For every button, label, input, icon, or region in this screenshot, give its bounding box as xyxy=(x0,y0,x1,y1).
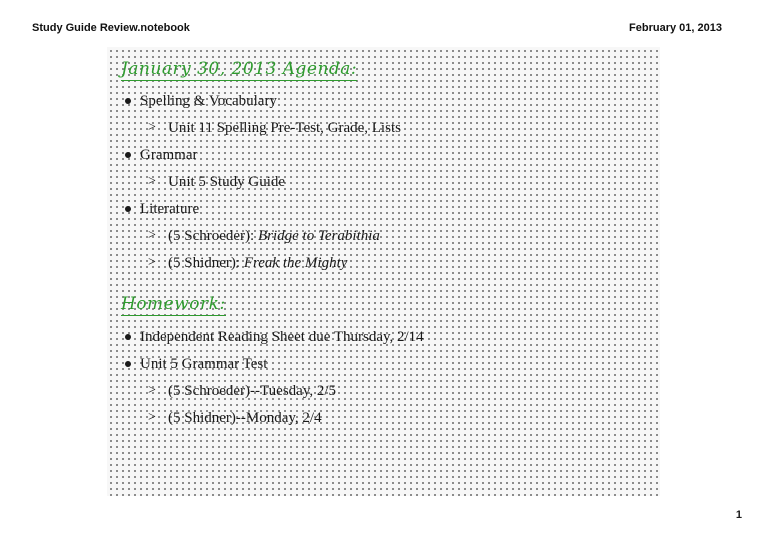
page-number: 1 xyxy=(735,509,742,521)
arrow-icon: > xyxy=(148,383,156,398)
bullet-icon xyxy=(125,334,131,340)
bullet-icon xyxy=(125,98,131,104)
arrow-icon: > xyxy=(148,120,156,135)
arrow-icon: > xyxy=(148,410,156,425)
sub-item-label: Unit 11 Spelling Pre-Test, Grade, Lists xyxy=(168,120,401,136)
homework-heading: Homework: xyxy=(121,294,226,314)
sub-item-prefix: (5 Shidner): xyxy=(168,255,244,271)
sub-item-shidner-test xyxy=(148,409,322,427)
bullet-icon xyxy=(125,152,131,158)
bullet-icon xyxy=(125,361,131,367)
dot-grid-page xyxy=(107,47,660,496)
list-item-label: Literature xyxy=(140,201,200,217)
sub-item-schroeder-book xyxy=(148,227,380,245)
list-item-grammar-test xyxy=(125,355,267,373)
list-item-reading-sheet xyxy=(125,328,424,346)
sub-item-label: (5 Shidner)--Monday, 2/4 xyxy=(168,410,322,426)
sub-item-spelling-pretest xyxy=(148,119,401,137)
sub-item-study-guide xyxy=(148,173,285,191)
list-item-label: Independent Reading Sheet due Thursday, 2/14 xyxy=(140,329,424,345)
arrow-icon: > xyxy=(148,174,156,189)
arrow-icon: > xyxy=(148,255,156,270)
notebook-file-name: Study Guide Review.notebook xyxy=(32,22,190,34)
list-item-label: Spelling & Vocabulary xyxy=(140,93,277,109)
book-title: Bridge to Terabithia xyxy=(257,228,380,244)
sub-item-label: Unit 5 Study Guide xyxy=(168,174,286,190)
list-item-label: Grammar xyxy=(140,147,198,163)
sub-item-label: (5 Schroeder)--Tuesday, 2/5 xyxy=(168,383,337,399)
list-item-spelling xyxy=(125,92,277,110)
sub-item-shidner-book xyxy=(148,254,347,272)
agenda-heading: January 30, 2013 Agenda: xyxy=(121,59,358,79)
page-date: February 01, 2013 xyxy=(629,22,722,34)
book-title: Freak the Mighty xyxy=(243,255,348,271)
list-item-grammar xyxy=(125,146,197,164)
sub-item-prefix: (5 Schroeder): xyxy=(168,228,258,244)
list-item-label: Unit 5 Grammar Test xyxy=(140,356,268,372)
bullet-icon xyxy=(125,206,131,212)
list-item-literature xyxy=(125,200,199,218)
arrow-icon: > xyxy=(148,228,156,243)
sub-item-schroeder-test xyxy=(148,382,336,400)
